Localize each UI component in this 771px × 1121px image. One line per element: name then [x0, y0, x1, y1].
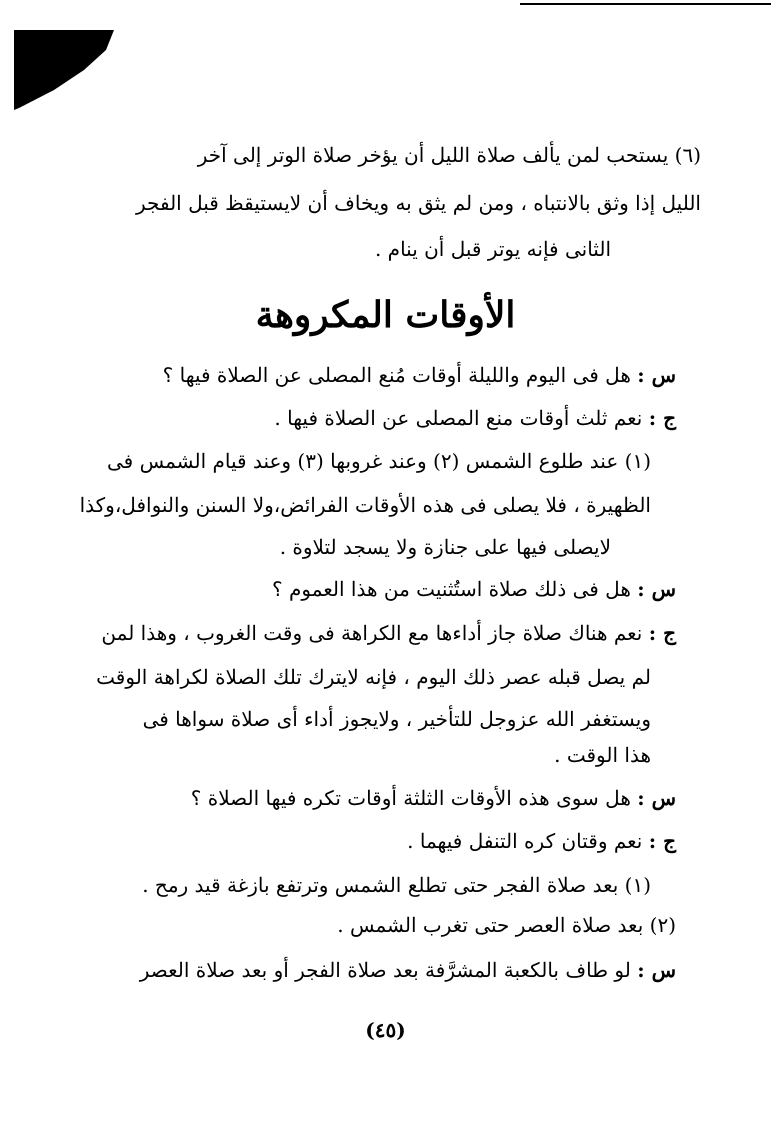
qa-text: ويستغفر الله عزوجل للتأخير ، ولايجوز أداء أى صلاة سواها فى [142, 707, 651, 731]
page-number: (٤٥) [365, 1018, 406, 1042]
qa-text: هذا الوقت . [554, 743, 651, 767]
qa-line [280, 532, 611, 562]
intro-line-2: الليل إذا وثق بالانتباه ، ومن لم يثق به ويخاف أن لايستيقظ قبل الفجر [136, 191, 701, 215]
qa-text: هل فى اليوم والليلة أوقات مُنع المصلى عن الصلاة فيها ؟ [162, 363, 631, 387]
qa-line [272, 574, 676, 604]
qa-line [140, 955, 676, 985]
qa-marker: ج : [648, 406, 676, 430]
qa-line [274, 403, 676, 433]
qa-marker: ج : [648, 829, 676, 853]
qa-line [337, 910, 676, 940]
qa-text: (١) بعد صلاة الفجر حتى تطلع الشمس وترتفع بازغة قيد رمح . [142, 873, 651, 897]
qa-line [107, 446, 651, 476]
qa-line [163, 360, 676, 390]
qa-text: الظهيرة ، فلا يصلى فى هذه الأوقات الفرائض،ولا السنن والنوافل،وكذا [79, 493, 651, 517]
qa-line [143, 704, 651, 734]
intro-line-1: (٦) يستحب لمن يألف صلاة الليل أن يؤخر صلاة الوتر إلى آخر [197, 143, 701, 167]
corner-ink-mark [14, 30, 114, 110]
qa-line [191, 783, 676, 813]
qa-text: لم يصل قبله عصر ذلك اليوم ، فإنه لايترك تلك الصلاة لكراهة الوقت [96, 665, 651, 689]
qa-marker: س : [637, 958, 676, 982]
qa-line [407, 826, 676, 856]
top-rule [520, 3, 771, 5]
qa-text: هل فى ذلك صلاة استُثنيت من هذا العموم ؟ [272, 577, 631, 601]
qa-text: نعم وقتان كره التنفل فيهما . [407, 829, 643, 853]
qa-line [142, 870, 651, 900]
section-heading: الأوقات المكروهة [255, 294, 516, 336]
qa-text: لو طاف بالكعبة المشرَّفة بعد صلاة الفجر أو بعد صلاة العصر [139, 958, 631, 982]
qa-marker: س : [637, 577, 676, 601]
qa-marker: س : [637, 363, 676, 387]
qa-line [80, 490, 651, 520]
qa-marker: ج : [648, 621, 676, 645]
qa-line [101, 618, 676, 648]
qa-line [554, 740, 651, 770]
qa-text: نعم ثلث أوقات منع المصلى عن الصلاة فيها . [274, 406, 643, 430]
qa-text: هل سوى هذه الأوقات الثلثة أوقات تكره فيها الصلاة ؟ [190, 786, 631, 810]
intro-line-3: الثانى فإنه يوتر قبل أن ينام . [374, 237, 611, 261]
qa-text: نعم هناك صلاة جاز أداءها مع الكراهة فى وقت الغروب ، وهذا لمن [101, 621, 643, 645]
qa-text: (١) عند طلوع الشمس (٢) وعند غروبها (٣) وعند قيام الشمس فى [107, 449, 651, 473]
qa-marker: س : [637, 786, 676, 810]
qa-text: لايصلى فيها على جنازة ولا يسجد لتلاوة . [279, 535, 611, 559]
qa-text: (٢) بعد صلاة العصر حتى تغرب الشمس . [337, 913, 676, 937]
qa-line [96, 662, 651, 692]
